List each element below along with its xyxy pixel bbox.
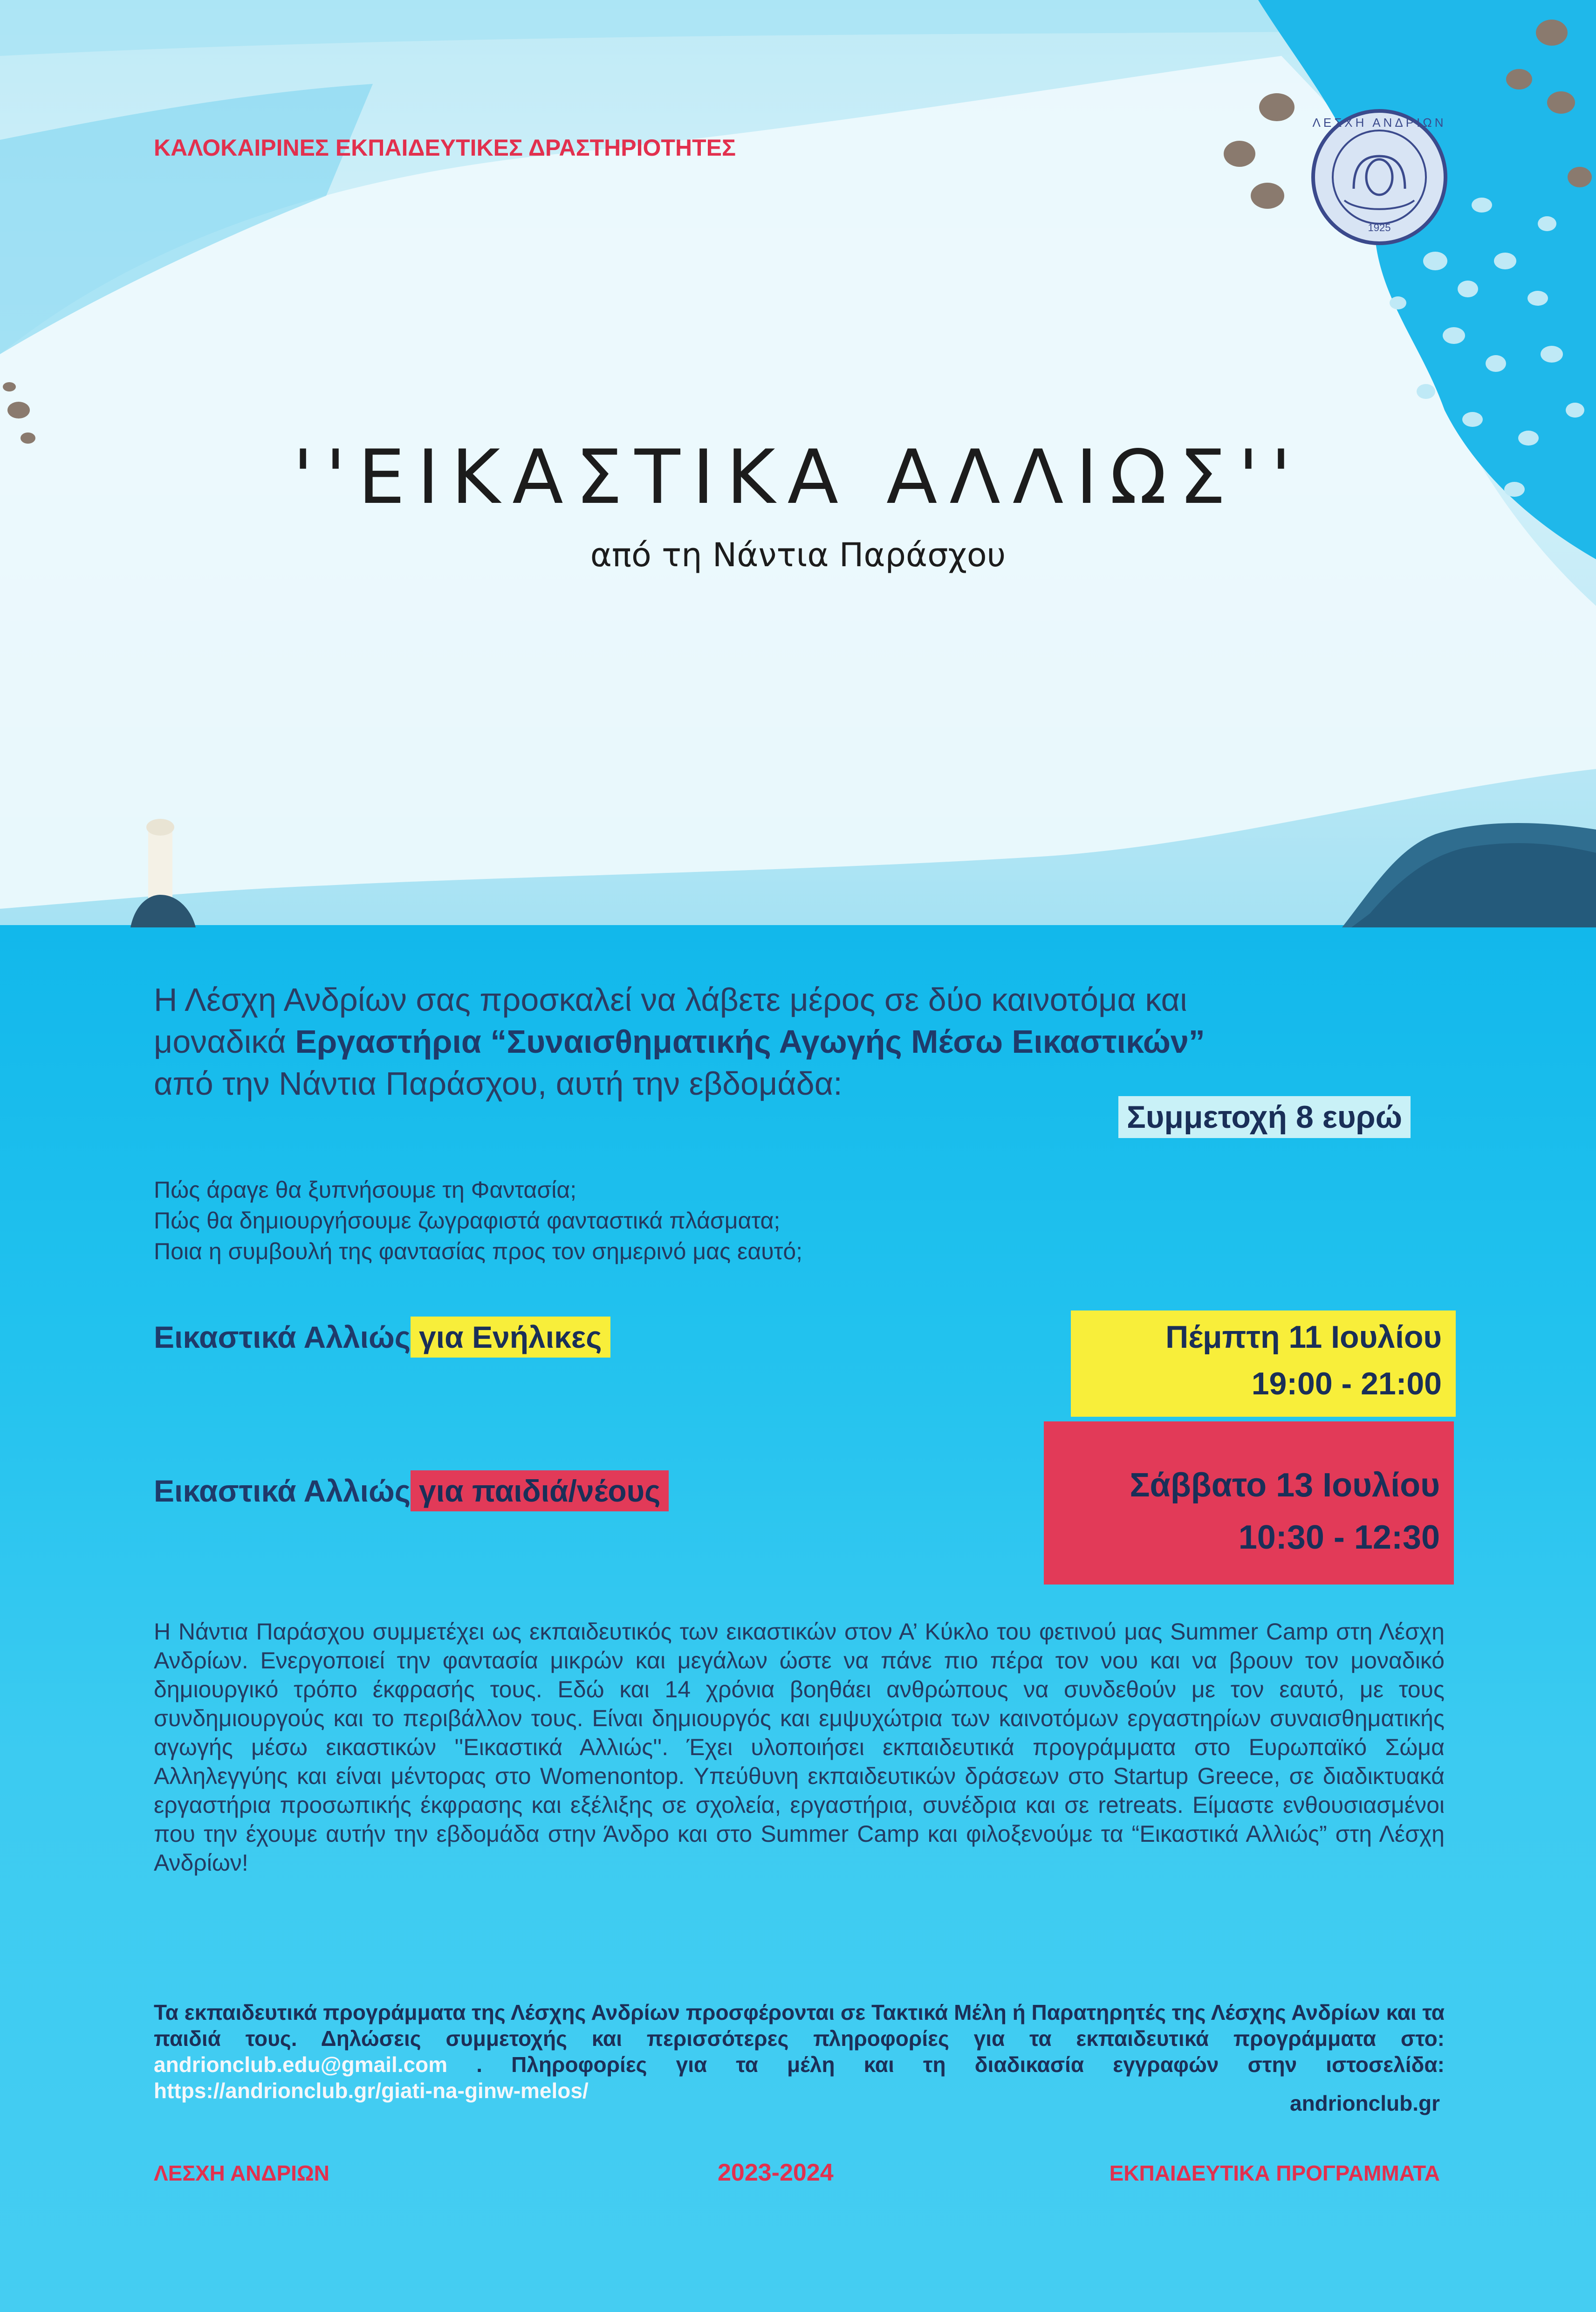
page-title: ''ΕΙΚΑΣΤΙΚΑ ΑΛΛΙΩΣ'' xyxy=(293,433,1303,521)
info-url-link[interactable]: https://andrionclub.gr/giati-na-ginw-melos/ xyxy=(154,2079,589,2103)
session-kids-day: Σάββατο 13 Ιουλίου xyxy=(1130,1467,1440,1504)
page-subtitle: από τη Νάντια Παράσχου xyxy=(590,536,1006,574)
footer-center: 2023-2024 xyxy=(718,2159,834,2186)
session-kids-audience: για παιδιά/νέους xyxy=(411,1470,669,1511)
site-link[interactable]: andrionclub.gr xyxy=(1290,2091,1440,2115)
info-text-a: Τα εκπαιδευτικά προγράμματα της Λέσχης Ανδρίων προσφέρονται σε Τακτικά Μέλη ή Παρατηρητές της Λέσχης Ανδρίων και τα παιδιά τους. Δηλώσεις συμμετοχής και περισσότερες πληροφορίες για τα εκπαιδευτικά προγράμματα στο: xyxy=(154,2000,1445,2051)
session-adults-audience: για Ενήλικες xyxy=(411,1317,610,1358)
session-adults xyxy=(154,1317,610,1358)
bio-paragraph: Η Νάντια Παράσχου συμμετέχει ως εκπαιδευτικός των εικαστικών στον Α’ Κύκλο του φετινού μας Summer Camp στη Λέσχη Ανδρίων. Ενεργοποιεί την φαντασία μικρών και μεγάλων ώστε να πάνε πιο πέρα τον νου και να βρουν τον μοναδικό δημιουργικό τρόπο έκφρασής τους. Εδώ και 14 χρόνια βοηθάει ανθρώπους να συνδεθούν με τον εαυτό, με τους συνδημιουργούς και το περιβάλλον τους. Είναι δημιουργός και εμψυχώτρια των καινοτόμων εργαστηρίων συναισθηματικής αγωγής μέσω εικαστικών ''Εικαστικά Αλλιώς''. Έχει υλοποιήσει εκπαιδευτικά προγράμματα στο Ευρωπαϊκό Σώμα Αλληλεγγύης και είναι μέντορας στο Womenontop. Υπεύθυνη εκπαιδευτικών δράσεων στο Startup Greece, σε διαδικτυακά εργαστήρια προσωπικής έκφρασης και εξέλιξης σε σχολεία, εργαστήρια, συνέδρια και σε retreats. Είμαστε ενθουσιασμένοι που την έχουμε αυτήν την εβδομάδα στην Άνδρο και στο Summer Camp και φιλοξενούμε τα “Εικαστικά Αλλιώς” στη Λέσχη Ανδρίων! xyxy=(154,1619,1445,1876)
club-logo xyxy=(1309,107,1449,247)
session-adults-schedule xyxy=(1071,1310,1456,1417)
info-text-b: . Πληροφορίες για τα μέλη και τη διαδικασία εγγραφών στην ιστοσελίδα: xyxy=(447,2052,1445,2077)
intro-line-1: Η Λέσχη Ανδρίων σας προσκαλεί να λάβετε μέρος σε δύο καινοτόμα και xyxy=(154,981,1187,1018)
workshop-name: Εργαστήρια “Συναισθηματικής Αγωγής Μέσω Εικαστικών” xyxy=(295,1023,1205,1060)
intro-line-2 xyxy=(154,1021,1445,1063)
intro-line-3: από την Νάντια Παράσχου, αυτή την εβδομάδα: xyxy=(154,1065,843,1102)
footer-left: ΛΕΣΧΗ ΑΝΔΡΙΩΝ xyxy=(154,2161,330,2185)
footer-right: ΕΚΠΑΙΔΕΥΤΙΚΑ ΠΡΟΓΡΑΜΜΑΤΑ xyxy=(1109,2161,1440,2185)
session-kids-schedule xyxy=(1044,1421,1454,1585)
top-label: ΚΑΛΟΚΑΙΡΙΝΕΣ ΕΚΠΑΙΔΕΥΤΙΚΕΣ ΔΡΑΣΤΗΡΙΟΤΗΤΕΣ xyxy=(154,135,736,161)
fee-badge: Συμμετοχή 8 ευρώ xyxy=(1118,1096,1411,1138)
session-kids-time: 10:30 - 12:30 xyxy=(1238,1519,1440,1556)
intro-paragraph xyxy=(154,979,1445,1105)
question-3: Ποια η συμβουλή της φαντασίας προς τον σημερινό μας εαυτό; xyxy=(154,1238,803,1264)
questions-list xyxy=(154,1174,1365,1267)
info-email-link[interactable]: andrionclub.edu@gmail.com xyxy=(154,2052,448,2077)
session-adults-title: Εικαστικά Αλλιώς xyxy=(154,1320,411,1354)
session-adults-day: Πέμπτη 11 Ιουλίου xyxy=(1165,1319,1442,1355)
question-1: Πώς άραγε θα ξυπνήσουμε τη Φαντασία; xyxy=(154,1177,577,1203)
logo-year: 1925 xyxy=(1368,222,1391,233)
intro-line-2-prefix: μοναδικά xyxy=(154,1023,295,1060)
logo-ring-text: ΛΕΣΧΗ ΑΝΔΡΙΩΝ xyxy=(1312,116,1446,130)
session-kids xyxy=(154,1470,669,1511)
session-adults-time: 19:00 - 21:00 xyxy=(1251,1366,1442,1401)
session-kids-title: Εικαστικά Αλλιώς xyxy=(154,1474,411,1508)
question-2: Πώς θα δημιουργήσουμε ζωγραφιστά φανταστικά πλάσματα; xyxy=(154,1207,781,1234)
info-paragraph xyxy=(154,1999,1445,2104)
